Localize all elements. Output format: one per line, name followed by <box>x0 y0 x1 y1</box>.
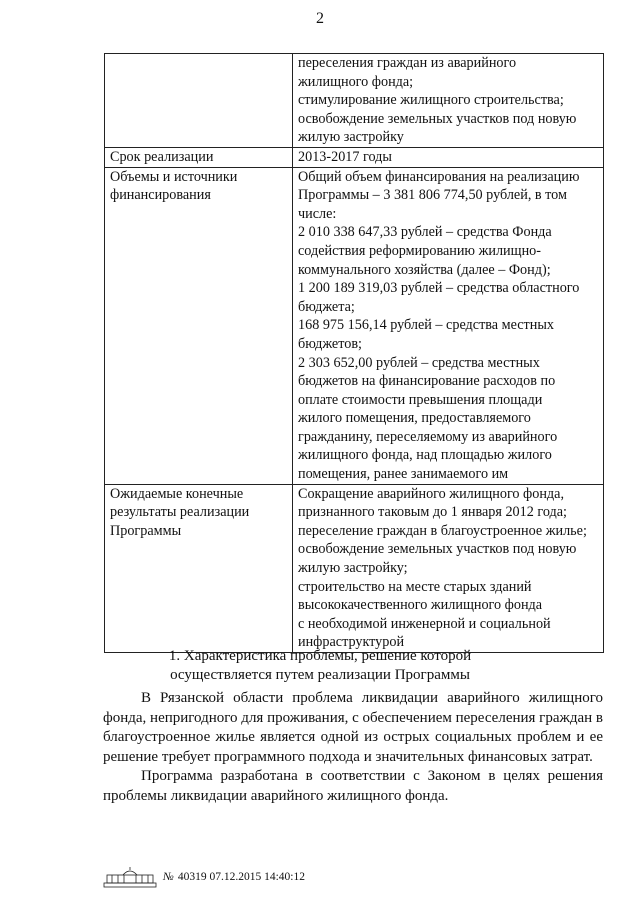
row-content-line: жилого помещения, предоставляемого <box>298 410 531 427</box>
row-content-line: 1 200 189 319,03 рублей – средства областного <box>298 280 580 297</box>
table-row <box>105 54 604 148</box>
row-content-line: содействия реформированию жилищно- <box>298 242 541 259</box>
row-content-line: Программы – 3 381 806 774,50 рублей, в том <box>298 187 567 204</box>
row-label-line: Срок реализации <box>110 148 214 165</box>
row-content-line: 168 975 156,14 рублей – средства местных <box>298 317 554 334</box>
row-content-line: 2013-2017 годы <box>298 148 392 165</box>
row-content-cell <box>293 54 604 148</box>
row-content-line: бюджетов на финансирование расходов по <box>298 373 556 390</box>
table-row <box>105 167 604 484</box>
row-content-line: бюджета; <box>298 298 355 315</box>
footer-stamp <box>103 866 305 888</box>
row-content-line: Сокращение аварийного жилищного фонда, <box>298 485 564 502</box>
footer-registration-text: 40319 07.12.2015 14:40:12 <box>177 871 305 883</box>
row-label-line: финансирования <box>110 187 211 204</box>
section-title <box>0 647 640 685</box>
row-content-line: жилищного фонда, над площадью жилого <box>298 447 552 464</box>
table-row <box>105 147 604 167</box>
row-label-line: Ожидаемые конечные <box>110 485 244 502</box>
table-row <box>105 484 604 652</box>
row-content-line: бюджетов; <box>298 335 362 352</box>
footer-registration <box>163 871 305 883</box>
paragraph: В Рязанской области проблема ликвидации аварийного жилищного фонда, непригодного для проживания, с обеспечением переселения граждан в благоустроенное жилье является одной из острых социальных проблем и ее решение требует программного подхода и значительных финансовых затрат. <box>103 690 604 765</box>
row-label-line: Программы <box>110 522 182 539</box>
legislature-building-icon <box>103 866 157 888</box>
row-label-cell <box>105 54 293 148</box>
row-content-line: стимулирование жилищного строительства; <box>298 92 564 109</box>
program-passport-table <box>104 53 604 653</box>
row-content-line: жилую застройку; <box>298 560 408 577</box>
section-title-line: осуществляется путем реализации Программы <box>170 667 470 683</box>
row-content-line: переселения граждан из аварийного <box>298 55 517 71</box>
row-content-cell <box>293 484 604 652</box>
row-label-cell <box>105 147 293 167</box>
row-content-line: Общий объем финансирования на реализацию <box>298 168 580 185</box>
body-text <box>103 689 603 807</box>
row-content-line: 2 010 338 647,33 рублей – средства Фонда <box>298 224 552 241</box>
row-content-line: переселение граждан в благоустроенное жилье; <box>298 522 587 539</box>
paragraph: Программа разработана в соответствии с Законом в целях решения проблемы ликвидации аварийного жилищного фонда. <box>103 768 603 804</box>
row-content-line: жилую застройку <box>298 129 404 146</box>
row-content-line: с необходимой инженерной и социальной <box>298 615 551 632</box>
row-content-line: гражданину, переселяемому из аварийного <box>298 428 558 445</box>
section-title-line: 1. Характеристика проблемы, решение которой <box>168 648 472 664</box>
row-content-line: помещения, ранее занимаемого им <box>298 466 509 483</box>
row-content-line: освобождение земельных участков под новую <box>298 110 577 127</box>
row-label-cell <box>105 484 293 652</box>
row-content-line: высококачественного жилищного фонда <box>298 597 543 614</box>
row-content-line: инфраструктурой <box>298 634 405 651</box>
row-content-line: коммунального хозяйства (далее – Фонд); <box>298 261 551 278</box>
row-content-line: признанного таковым до 1 января 2012 года; <box>298 504 567 521</box>
row-content-line: 2 303 652,00 рублей – средства местных <box>298 354 540 371</box>
page-number: 2 <box>316 10 324 27</box>
row-content-line: жилищного фонда; <box>298 73 414 90</box>
row-content-line: освобождение земельных участков под новую <box>298 541 577 558</box>
row-content-cell <box>293 167 604 484</box>
row-label-line: результаты реализации <box>110 504 250 521</box>
row-label-line: Объемы и источники <box>110 168 238 185</box>
row-content-line: строительство на месте старых зданий <box>298 578 532 595</box>
number-sign: № <box>163 871 174 883</box>
row-content-cell <box>293 147 604 167</box>
row-content-line: оплате стоимости превышения площади <box>298 391 543 408</box>
row-content-line: числе: <box>298 205 337 222</box>
row-label-cell <box>105 167 293 484</box>
